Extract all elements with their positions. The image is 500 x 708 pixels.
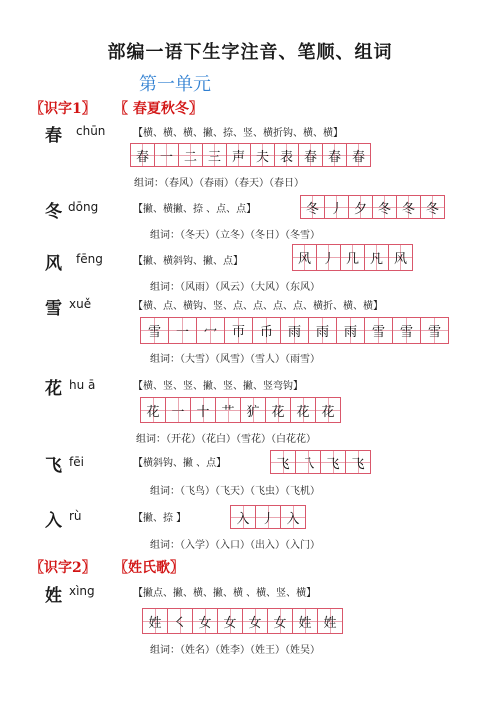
entry-char: 雪 <box>45 299 62 319</box>
entry-pinyin: chūn <box>76 124 106 138</box>
section-lesson-1: 〖 春夏秋冬〗 <box>114 101 203 117</box>
stroke-cell <box>168 609 193 633</box>
entry-char: 飞 <box>45 456 62 476</box>
stroke-cell-glyph: 花 <box>271 404 285 420</box>
stroke-cell <box>191 398 216 422</box>
stroke-cell <box>349 196 373 218</box>
stroke-cell <box>253 318 281 343</box>
stroke-cell-glyph: 女 <box>198 615 212 631</box>
stroke-cell-glyph: 雪 <box>147 325 161 340</box>
section-label-1: 〖识字1〗 <box>30 101 96 117</box>
entry-char: 花 <box>45 379 62 399</box>
stroke-cell-glyph: 一 <box>159 149 173 165</box>
stroke-cell-glyph: 冬 <box>425 201 439 217</box>
stroke-cell-glyph: 帀 <box>231 325 245 340</box>
stroke-cell <box>243 609 268 633</box>
stroke-cell-glyph: 三 <box>207 149 221 165</box>
stroke-cell <box>281 318 309 343</box>
page-title: 部编一语下生字注音、笔顺、组词 <box>107 42 393 63</box>
stroke-cell-glyph: 犷 <box>246 404 260 420</box>
stroke-cell-glyph: 花 <box>146 404 160 420</box>
stroke-cell <box>155 144 179 166</box>
stroke-cell <box>143 609 168 633</box>
stroke-cell-glyph: 春 <box>351 149 365 165</box>
stroke-cell-glyph: 春 <box>303 149 317 165</box>
stroke-cell <box>268 609 293 633</box>
stroke-cell <box>309 318 337 343</box>
stroke-cell <box>141 318 169 343</box>
stroke-cell-glyph: 姓 <box>148 615 162 631</box>
stroke-cell <box>323 144 347 166</box>
stroke-cell <box>218 609 243 633</box>
stroke-cell <box>225 318 253 343</box>
stroke-cell <box>166 398 191 422</box>
entry-char: 春 <box>45 126 62 146</box>
stroke-cell <box>197 318 225 343</box>
stroke-cell <box>337 318 365 343</box>
stroke-cell-glyph: 飞 <box>351 456 365 472</box>
entry-pinyin: hu ā <box>69 378 96 392</box>
stroke-cell <box>216 398 241 422</box>
stroke-cell <box>393 318 421 343</box>
stroke-cell <box>131 144 155 166</box>
stroke-cell-glyph: 姓 <box>323 615 337 631</box>
stroke-cell-glyph: 夕 <box>353 201 367 217</box>
stroke-cell-glyph: 冬 <box>377 201 391 217</box>
entry-strokes: 【撇、横撇、捺 、点、点】 <box>133 204 257 215</box>
stroke-cell-glyph: 雨 <box>315 325 329 340</box>
stroke-cell <box>421 196 444 218</box>
entry-pinyin: fēng <box>76 252 103 266</box>
stroke-cell-glyph: 表 <box>279 149 293 165</box>
stroke-cell <box>179 144 203 166</box>
stroke-grid <box>140 397 341 423</box>
stroke-cell <box>341 245 365 270</box>
entry-pinyin: xuě <box>69 297 92 311</box>
stroke-cell <box>293 245 317 270</box>
stroke-grid <box>270 450 371 474</box>
stroke-cell-glyph: 风 <box>297 252 311 267</box>
entry-pinyin: fēi <box>69 455 84 469</box>
entry-char: 姓 <box>45 586 62 606</box>
stroke-cell-glyph: ㇛ <box>173 615 187 631</box>
section-label-2: 〖识字2〗 <box>30 560 96 576</box>
stroke-cell <box>321 451 346 473</box>
stroke-cell-glyph: 币 <box>259 325 273 340</box>
stroke-cell <box>275 144 299 166</box>
stroke-grid <box>230 505 306 529</box>
section-lesson-2: 〖姓氏歌〗 <box>114 560 184 576</box>
stroke-cell <box>291 398 316 422</box>
entry-words: 组词：（风雨）（风云）（大风）（东风） <box>150 282 320 293</box>
entry-words: 组词：（开花）（花白）（雪花）（白花花） <box>136 434 316 445</box>
stroke-cell <box>373 196 397 218</box>
unit-title: 第一单元 <box>139 74 211 95</box>
entry-char: 冬 <box>45 202 62 222</box>
entry-words: 组词：（飞鸟）（飞天）（飞虫）（飞机） <box>150 486 320 497</box>
stroke-cell <box>296 451 321 473</box>
stroke-cell <box>318 609 342 633</box>
stroke-cell-glyph: 二 <box>183 149 197 165</box>
stroke-grid <box>140 317 449 344</box>
stroke-cell-glyph: 春 <box>327 149 341 165</box>
entry-strokes: 【横、点、横钩、竖、点、点、点、点、横折、横、横】 <box>133 301 383 312</box>
entry-strokes: 【横、横、横、撇、捺、竖、横折钩、横、横】 <box>133 128 343 139</box>
stroke-cell-glyph: 姓 <box>298 615 312 631</box>
stroke-grid <box>292 244 413 271</box>
stroke-cell-glyph: 雪 <box>371 325 385 340</box>
entry-words: 组词：（姓名）（姓李）（姓王）（姓吴） <box>150 645 320 656</box>
entry-strokes: 【撇、横斜钩、撇、点】 <box>133 256 243 267</box>
stroke-cell <box>301 196 325 218</box>
stroke-cell-glyph: 女 <box>248 615 262 631</box>
stroke-cell-glyph: 春 <box>135 149 149 165</box>
stroke-cell-glyph: 入 <box>236 511 250 527</box>
stroke-cell <box>169 318 197 343</box>
stroke-cell <box>203 144 227 166</box>
stroke-cell <box>266 398 291 422</box>
entry-strokes: 【撇、捺 】 <box>133 513 187 524</box>
stroke-cell <box>227 144 251 166</box>
stroke-cell <box>193 609 218 633</box>
stroke-cell <box>347 144 370 166</box>
stroke-cell-glyph: 声 <box>231 149 245 165</box>
entry-char: 入 <box>45 511 62 531</box>
stroke-cell-glyph: 夫 <box>255 149 269 165</box>
stroke-cell-glyph: 雨 <box>343 325 357 340</box>
stroke-cell-glyph: 丿 <box>261 511 275 527</box>
entry-pinyin: dōng <box>68 200 99 214</box>
entry-pinyin: rù <box>69 509 82 523</box>
stroke-cell <box>365 318 393 343</box>
stroke-grid <box>130 143 371 167</box>
stroke-cell-glyph: 雪 <box>399 325 413 340</box>
stroke-cell-glyph: 冬 <box>305 201 319 217</box>
stroke-cell-glyph: 艹 <box>221 404 235 420</box>
stroke-cell-glyph: 入 <box>286 511 300 527</box>
stroke-cell-glyph: 一 <box>171 404 185 420</box>
stroke-cell <box>317 245 341 270</box>
stroke-cell <box>397 196 421 218</box>
stroke-cell <box>241 398 266 422</box>
entry-words: 组词：（冬天）（立冬）（冬日）（冬雪） <box>150 230 320 241</box>
stroke-cell <box>271 451 296 473</box>
stroke-cell-glyph: 花 <box>296 404 310 420</box>
stroke-grid <box>300 195 445 219</box>
stroke-cell-glyph: 凡 <box>369 252 383 267</box>
stroke-cell-glyph: 丿 <box>329 201 343 217</box>
stroke-cell <box>293 609 318 633</box>
stroke-cell-glyph: 乁 <box>301 456 315 472</box>
stroke-cell-glyph: 女 <box>223 615 237 631</box>
stroke-cell <box>389 245 412 270</box>
stroke-cell <box>316 398 340 422</box>
stroke-cell-glyph: 雨 <box>287 325 301 340</box>
stroke-cell <box>325 196 349 218</box>
stroke-cell <box>281 506 305 528</box>
stroke-cell-glyph: 冬 <box>401 201 415 217</box>
stroke-cell-glyph: 女 <box>273 615 287 631</box>
entry-strokes: 【横、竖、竖、撇、竖、撇、竖弯钩】 <box>133 381 303 392</box>
entry-words: 组词：（大雪）（风雪）（雪人）（雨雪） <box>150 354 320 365</box>
stroke-cell <box>231 506 256 528</box>
stroke-cell-glyph: 丿 <box>321 252 335 267</box>
stroke-cell-glyph: 冖 <box>203 325 217 340</box>
stroke-cell-glyph: 风 <box>393 252 407 267</box>
stroke-cell-glyph: 飞 <box>326 456 340 472</box>
entry-strokes: 【横斜钩、撇 、点】 <box>133 458 227 469</box>
stroke-cell <box>251 144 275 166</box>
stroke-cell <box>346 451 370 473</box>
entry-words: 组词：（入学）（入口）（出入）（入门） <box>150 540 320 551</box>
stroke-cell-glyph: 飞 <box>276 456 290 472</box>
stroke-grid <box>142 608 343 634</box>
stroke-cell <box>299 144 323 166</box>
stroke-cell <box>141 398 166 422</box>
stroke-cell-glyph: 花 <box>321 404 335 420</box>
stroke-cell-glyph: 十 <box>196 404 210 420</box>
stroke-cell <box>256 506 281 528</box>
entry-strokes: 【撇点、撇、横、撇、横 、横、竖、横】 <box>133 588 317 599</box>
entry-pinyin: xìng <box>69 584 95 598</box>
stroke-cell-glyph: 一 <box>175 325 189 340</box>
stroke-cell <box>365 245 389 270</box>
stroke-cell <box>421 318 448 343</box>
stroke-cell-glyph: 几 <box>345 252 359 267</box>
stroke-cell-glyph: 雪 <box>427 325 441 340</box>
entry-char: 风 <box>45 254 62 274</box>
entry-words: 组词：（春风）（春雨）（春天）（春日） <box>134 178 304 189</box>
